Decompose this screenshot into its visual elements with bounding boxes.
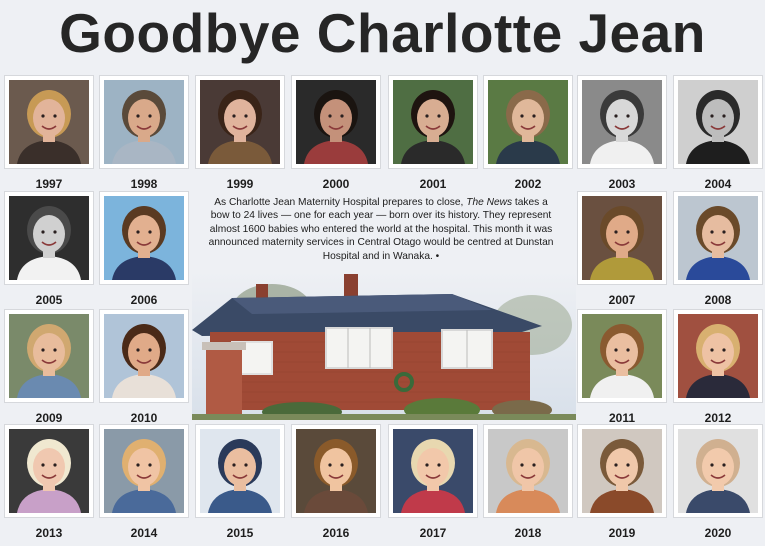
portrait-photo [100,310,188,402]
year-label: 2002 [514,177,542,191]
portrait-photo [389,425,477,517]
portrait-photo [5,76,93,168]
year-label: 1998 [130,177,158,191]
portrait-photo [674,310,762,402]
portrait-photo [389,76,477,168]
article-text [204,196,558,263]
year-label: 2016 [322,526,350,540]
year-label: 2008 [704,293,732,307]
portrait-photo [5,425,93,517]
headline: Goodbye Charlotte Jean [59,2,706,64]
year-label: 2006 [130,293,158,307]
portrait-photo [100,425,188,517]
hospital-photo [192,270,576,420]
portrait-photo [674,425,762,517]
portrait-photo [578,192,666,284]
portrait-photo [484,425,572,517]
portrait-photo [292,425,380,517]
year-label: 2010 [130,411,158,425]
year-label: 2001 [419,177,447,191]
portrait-photo [100,192,188,284]
article-body: takes a bow to 24 lives — one for each year — born over its history. They represent almost 1600 babies who entered the world at the hospital. This month it was announced maternity services in Central Otago would be centred at Dunstan Hospital and in Wanaka. • [208,197,554,262]
year-label: 2004 [704,177,732,191]
portrait-photo [196,76,284,168]
portrait-photo [100,76,188,168]
portrait-photo [5,310,93,402]
year-label: 1997 [35,177,63,191]
year-label: 2014 [130,526,158,540]
year-label: 2000 [322,177,350,191]
article-lead: As Charlotte Jean Maternity Hospital prepares to close, [214,197,467,208]
year-label: 2013 [35,526,63,540]
portrait-photo [578,310,666,402]
portrait-photo [674,192,762,284]
year-label: 2017 [419,526,447,540]
year-label: 2015 [226,526,254,540]
publication-name: The News [466,197,513,208]
portrait-photo [5,192,93,284]
year-label: 2020 [704,526,732,540]
year-label: 2018 [514,526,542,540]
year-label: 1999 [226,177,254,191]
hospital-building-image [192,270,576,420]
portrait-photo [484,76,572,168]
year-label: 2007 [608,293,636,307]
year-label: 2003 [608,177,636,191]
portrait-photo [196,425,284,517]
year-label: 2012 [704,411,732,425]
portrait-photo [578,76,666,168]
portrait-photo [578,425,666,517]
year-label: 2011 [608,411,636,425]
year-label: 2019 [608,526,636,540]
portrait-photo [674,76,762,168]
portrait-photo [292,76,380,168]
year-label: 2005 [35,293,63,307]
year-label: 2009 [35,411,63,425]
